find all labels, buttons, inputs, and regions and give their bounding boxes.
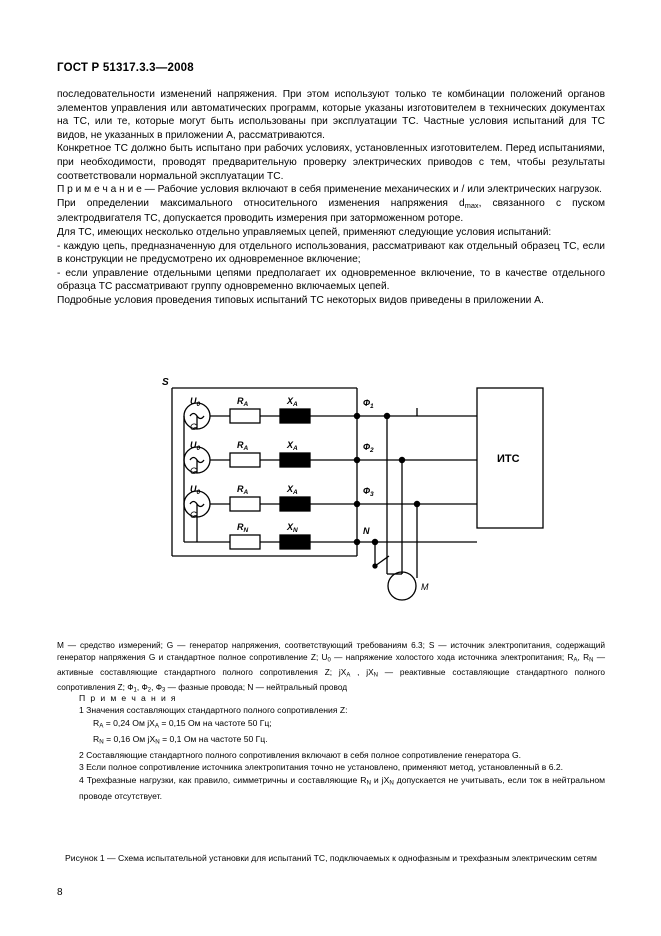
note-4: 4 Трехфазные нагрузки, как правило, симметричны и составляющие $R_N$ и $jX_N$ допускается не учитывать, если ток в нейтральном проводе отсутствует.	[79, 774, 606, 801]
note-1b: $R_N = 0,16$ Ом $jX_N = 0,1$ Ом на частоте 50 Гц.	[93, 733, 268, 746]
label-source-s: S	[162, 378, 169, 388]
paragraph-5: Подробные условия проведения типовых испытаний ТС некоторых видов приведены в приложении А.	[57, 294, 544, 306]
note-3: 3 Если полное сопротивление источника электропитания точно не установлено, применяют метод, установленный в 6.2.	[79, 762, 564, 773]
svg-text:XA: $X_A$	[287, 396, 298, 408]
schematic-svg	[57, 378, 605, 626]
svg-text:N: N	[363, 526, 370, 536]
svg-text:RA: $R_A$	[237, 440, 249, 452]
figure-schematic	[57, 378, 605, 626]
svg-text:G: G	[190, 422, 198, 432]
svg-text:U0: $U_0$	[190, 484, 201, 496]
svg-text:XA: $X_A$	[287, 484, 298, 496]
svg-text:RA: $R_A$	[237, 484, 249, 496]
paragraph-dash-2: - если управление отдельными цепями предполагает их одновременное включение, то в качестве отдельного образца ТС рассматривают группу одновременно включаемых цепей.	[57, 267, 605, 293]
note-1: 1 Значения составляющих стандартного полного сопротивления Z:	[79, 705, 348, 716]
paragraph-1: последовательности изменений напряжения. При этом используют только те комбинации положений органов элементов управления или автоматических программ, которые указаны изготовителем в технических документах на ТС, или те, которые могут быть использованы при эксплуатации ТС. Частные условия испытаний для ТС видов, не указанных в приложении А, рассматриваются.	[57, 89, 605, 141]
svg-text:Ф2: $Ф_2$	[363, 442, 374, 454]
figure-caption: Рисунок 1 — Схема испытательной установки для испытаний ТС, подключаемых к однофазным и трехфазным электрическим сетям	[65, 853, 597, 863]
svg-text:U0: $U_0$	[190, 440, 201, 452]
svg-text:RA: $R_A$	[237, 396, 249, 408]
paragraph-3: При определении максимального относительного изменения напряжения $d_{max}$, связанного с пуском электродвигателя ТС, допускается проводить измерения при заторможенном роторе.	[57, 197, 605, 225]
svg-text:XA: $X_A$	[287, 440, 298, 452]
paragraph-dash-1: - каждую цепь, предназначенную для отдельного использования, рассматривают как отдельный образец ТС, если в конструкции не предусмотрено их одновременное включение;	[57, 240, 605, 266]
svg-text:XN: $X_N$	[287, 522, 298, 534]
svg-text:Ф1: $Ф_1$	[363, 398, 374, 410]
note-1a: $R_A = 0,24$ Ом $jX_A = 0,15$ Ом на частоте 50 Гц;	[93, 717, 272, 730]
note-2: 2 Составляющие стандартного полного сопротивления включают в себя полное сопротивление генератора G.	[79, 750, 522, 761]
svg-text:U0: $U_0$	[190, 396, 201, 408]
body-text	[57, 88, 605, 308]
page-header: ГОСТ Р 51317.3.3—2008	[57, 62, 194, 74]
svg-text:G: G	[190, 466, 198, 476]
svg-text:Ф3: $Ф_3$	[363, 486, 374, 498]
paragraph-4: Для ТС, имеющих несколько отдельно управляемых цепей, применяют следующие условия испытаний:	[57, 226, 552, 238]
svg-text:RN: $R_N$	[237, 522, 249, 534]
notes-heading: П р и м е ч а н и я	[79, 693, 177, 703]
figure-legend: M — средство измерений; G — генератор напряжения, соответствующий требованиям 6.3; S — источник электропитания, содержащий генератор напряжения G и стандартное полное сопротивление Z; $U_0$ — напряжение холостого хода источника электропитания; $R_A$, $R_N$ — активные составляющие стандартного полного сопротивления Z; $jX_A$ , $jX_N$ — реактивные составляющие стандартного полного сопротивления Z; $Ф_1$, $Ф_2$, $Ф_3$ — фазные провода; N — нейтральный провод	[57, 640, 606, 694]
svg-text:M: M	[421, 582, 429, 592]
figure-notes	[57, 692, 605, 802]
label-eut: ИТС	[497, 453, 520, 465]
page-number: 8	[57, 887, 63, 898]
paragraph-2: Конкретное ТС должно быть испытано при рабочих условиях, установленных изготовителем. Перед испытаниями, при необходимости, проводят предварительную проверку электрических приводов с тем, чтобы результаты соответствовали нормальной эксплуатации ТС.	[57, 143, 605, 182]
svg-text:G: G	[190, 510, 198, 520]
paragraph-note: П р и м е ч а н и е — Рабочие условия включают в себя применение механических и / или электрических нагрузок.	[57, 184, 602, 196]
